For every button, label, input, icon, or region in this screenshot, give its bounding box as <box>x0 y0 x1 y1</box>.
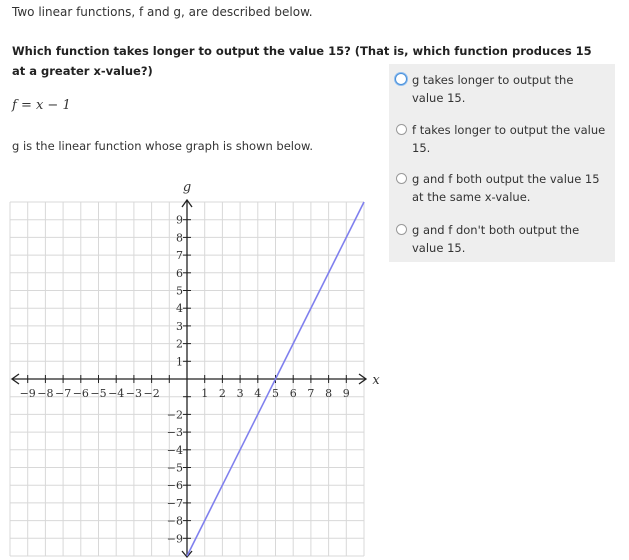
g-description: g is the linear function whose graph is shown below. <box>12 139 314 153</box>
choice-g-longer[interactable] <box>389 71 615 113</box>
y-tick-label: 4 <box>176 302 183 316</box>
question-text: Which function takes longer to output the value 15? (That is, which function produces 15 at a greater x-value?) <box>12 44 592 78</box>
x-tick-label: −4 <box>108 387 125 400</box>
y-tick-label: 3 <box>176 319 183 333</box>
f-definition: f = x − 1 <box>12 98 71 113</box>
g-graph <box>10 172 378 560</box>
radio-button[interactable] <box>396 224 407 235</box>
choice-label: g takes longer to output the value 15. <box>412 73 574 105</box>
x-tick-label: −8 <box>37 387 54 400</box>
y-tick-label: −4 <box>166 443 183 457</box>
intro-text: Two linear functions, f and g, are described below. <box>12 5 313 19</box>
choice-f-longer[interactable] <box>389 121 615 163</box>
answer-choices <box>389 64 615 262</box>
x-tick-label: 3 <box>236 387 244 400</box>
x-tick-label: −9 <box>19 387 36 400</box>
y-tick-label: −5 <box>166 461 183 475</box>
radio-button[interactable] <box>396 173 407 184</box>
choice-same-x[interactable] <box>389 170 615 212</box>
y-tick-label: 2 <box>176 337 183 351</box>
choice-label: g and f both output the value 15 at the same x-value. <box>412 172 600 204</box>
x-tick-label: 1 <box>201 387 209 400</box>
x-tick-label: 8 <box>325 387 333 400</box>
x-tick-label: −3 <box>125 387 143 400</box>
y-tick-label: −2 <box>166 408 183 422</box>
choice-label: f takes longer to output the value 15. <box>412 123 606 155</box>
choice-label: g and f don't both output the value 15. <box>412 223 580 255</box>
x-axis-label: x <box>372 373 380 388</box>
x-tick-label: 6 <box>289 387 297 400</box>
y-tick-label: −9 <box>166 532 183 546</box>
choice-not-both[interactable] <box>389 221 615 263</box>
radio-button[interactable] <box>396 124 407 135</box>
y-tick-label: −3 <box>166 426 183 440</box>
radio-button[interactable] <box>395 73 407 85</box>
y-tick-label: −6 <box>166 479 183 493</box>
x-tick-label: 2 <box>218 387 226 400</box>
y-tick-label: 5 <box>176 284 183 298</box>
graph-axes <box>12 200 366 557</box>
y-axis-label: g <box>182 180 192 195</box>
x-tick-label: −2 <box>143 387 160 400</box>
y-tick-label: 8 <box>176 231 183 245</box>
y-tick-label: −7 <box>166 496 183 510</box>
x-tick-label: 7 <box>307 387 315 400</box>
x-tick-label: −6 <box>72 387 89 400</box>
x-tick-label: −5 <box>90 387 107 400</box>
x-tick-label: 4 <box>254 387 262 400</box>
y-tick-label: −8 <box>166 514 183 528</box>
y-tick-label: 1 <box>176 355 183 369</box>
x-tick-label: −7 <box>54 387 72 400</box>
y-tick-label: 7 <box>176 249 183 263</box>
x-tick-label: 9 <box>342 387 350 400</box>
x-tick-label: 5 <box>272 387 279 400</box>
y-tick-label: 6 <box>176 266 183 280</box>
y-tick-label: 9 <box>176 213 183 227</box>
